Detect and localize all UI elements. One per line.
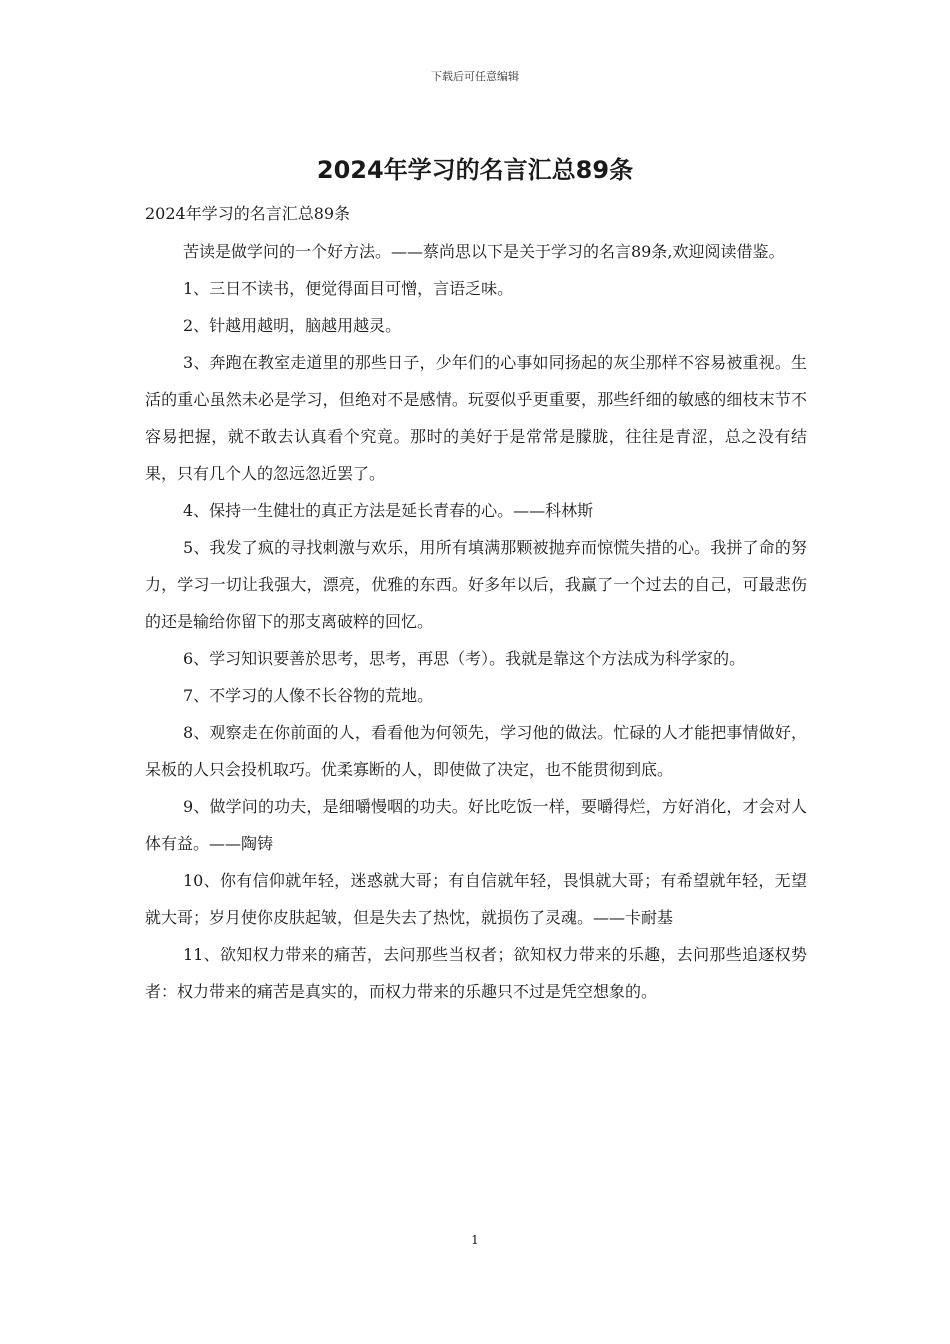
- quote-paragraph: 7、不学习的人像不长谷物的荒地。: [183, 686, 434, 705]
- intro-paragraph: 苦读是做学问的一个好方法。——蔡尚思以下是关于学习的名言89条,欢迎阅读借鉴。: [183, 242, 785, 261]
- quote-paragraph: 8、观察走在你前面的人，看看他为何领先，学习他的做法。忙碌的人才能把事情做好，呆板的人只会投机取巧。优柔寡断的人，即使做了决定，也不能贯彻到底。: [145, 723, 807, 779]
- quote-paragraph: 11、欲知权力带来的痛苦，去问那些当权者；欲知权力带来的乐趣，去问那些追逐权势者：权力带来的痛苦是真实的，而权力带来的乐趣只不过是凭空想象的。: [145, 945, 807, 1001]
- quote-paragraph: 3、奔跑在教室走道里的那些日子，少年们的心事如同扬起的灰尘那样不容易被重视。生活的重心虽然未必是学习，但绝对不是感情。玩耍似乎更重要，那些纤细的敏感的细枝末节不容易把握，就不敢去认真看个究竟。那时的美好于是常常是朦胧，往往是青涩，总之没有结果，只有几个人的忽远忽近罢了。: [145, 353, 807, 483]
- quote-paragraph: 2、针越用越明，脑越用越灵。: [183, 316, 402, 335]
- quote-paragraph: 1、三日不读书，便觉得面目可憎，言语乏味。: [183, 279, 514, 298]
- page-number: 1: [471, 1233, 479, 1247]
- quote-paragraph: 4、保持一生健壮的真正方法是延长青春的心。——科林斯: [183, 501, 594, 520]
- quote-paragraph: 9、做学问的功夫，是细嚼慢咽的功夫。好比吃饭一样，要嚼得烂，方好消化，才会对人体有益。——陶铸: [145, 797, 807, 853]
- header-note: 下载后可任意编辑: [431, 70, 519, 83]
- quote-paragraph: 6、学习知识要善於思考，思考，再思（考）。我就是靠这个方法成为科学家的。: [183, 649, 746, 668]
- quote-paragraph: 10、你有信仰就年轻，迷惑就大哥；有自信就年轻，畏惧就大哥；有希望就年轻，无望就大哥；岁月使你皮肤起皱，但是失去了热忱，就损伤了灵魂。——卡耐基: [145, 871, 807, 927]
- document-subtitle: 2024年学习的名言汇总89条: [145, 204, 351, 223]
- quote-paragraph: 5、我发了疯的寻找刺激与欢乐，用所有填满那颗被抛弃而惊慌失措的心。我拼了命的努力，学习一切让我强大，漂亮，优雅的东西。好多年以后，我赢了一个过去的自己，可最悲伤的还是输给你留下的那支离破粹的回忆。: [145, 538, 807, 631]
- document-body: [145, 233, 807, 1010]
- document-title: 2024年学习的名言汇总89条: [316, 156, 634, 184]
